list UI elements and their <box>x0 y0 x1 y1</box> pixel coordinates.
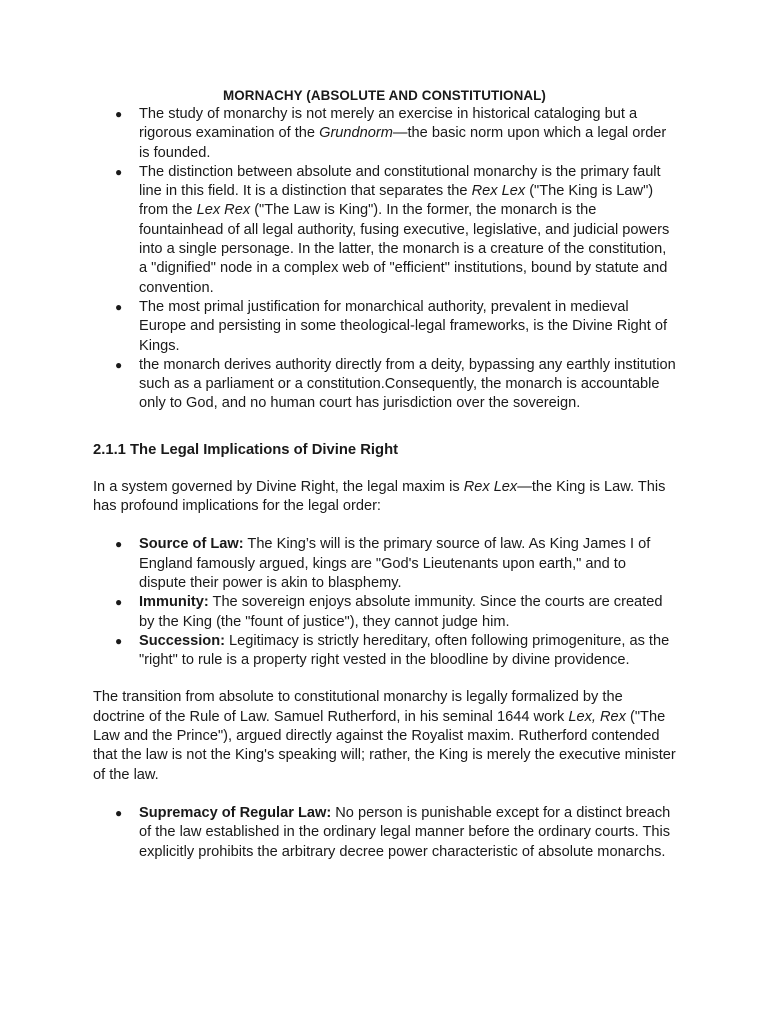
bullet-text: No person is punishable except for a distinct breach of the law established in the ordinary legal manner before the ordinary courts. This explicitly prohibits the arbitrary decree power characteristic of absolute monarchs. <box>139 804 671 860</box>
paragraph-italic-term: Lex, Rex <box>568 708 626 725</box>
section-heading: 2.1.1 The Legal Implications of Divine Right <box>93 441 399 458</box>
bullet-icon: ● <box>115 633 123 648</box>
bullet-text: the monarch derives authority directly from a deity, bypassing any earthly institution such as a parliament or a constitution.Consequently, the monarch is accountable only to God, and no human court has jurisdiction over the sovereign. <box>139 356 676 412</box>
bullet-label: Supremacy of Regular Law: <box>139 804 332 821</box>
bullet-text: Legitimacy is strictly hereditary, often following primogeniture, as the "right" to rule is a property right vested in the bloodline by divine providence. <box>139 632 670 669</box>
bullet-text: The most primal justification for monarchical authority, prevalent in medieval Europe and persisting in some theological-legal frameworks, is the Divine Right of Kings. <box>139 298 668 354</box>
list-item <box>115 163 676 298</box>
list-item <box>115 804 676 862</box>
spacer <box>93 516 676 535</box>
paragraph-italic-term: Rex Lex <box>463 478 518 495</box>
bullet-text: ("The Law is King"). In the former, the monarch is the fountainhead of all legal authority, fusing executive, legislative, and judicial powers into a single personage. In the latter, the monarch is a creature of the constitution, a "dignified" node in a complex web of "efficient" institutions, bound by statute and convention. <box>139 202 670 296</box>
bullet-text: The study of monarchy is not merely an exercise in historical cataloging but a rigorous examination of the <box>139 106 638 142</box>
bullet-icon: ● <box>115 805 123 820</box>
rule-of-law-list <box>93 804 676 862</box>
bullet-icon: ● <box>115 164 123 179</box>
paragraph-text: —the King is Law. This has profound implications for the legal order: <box>93 478 666 515</box>
intro-bullet-list <box>93 105 676 414</box>
bullet-text: —the basic norm upon which a legal order is founded. <box>139 125 667 161</box>
list-item <box>115 298 676 356</box>
bullet-icon: ● <box>115 595 123 610</box>
spacer <box>93 785 676 804</box>
bullet-text: The distinction between absolute and constitutional monarchy is the primary fault line in this field. It is a distinction that separates the <box>139 163 661 200</box>
paragraph-text: In a system governed by Divine Right, the legal maxim is <box>93 478 464 495</box>
bullet-icon: ● <box>115 299 123 314</box>
paragraph-rule-of-law <box>93 688 676 784</box>
document-title: MORNACHY (ABSOLUTE AND CONSTITUTIONAL) <box>223 88 546 103</box>
list-item <box>115 593 676 632</box>
bullet-icon: ● <box>115 357 123 372</box>
bullet-label: Immunity: <box>139 594 209 611</box>
list-item <box>115 105 676 163</box>
paragraph-text: ("The Law and the Prince"), argued directly against the Royalist maxim. Rutherford contended that the law is not the King's speaking will; rather, the King is merely the executive minister of the law. <box>93 708 676 783</box>
bullet-icon: ● <box>115 107 123 121</box>
list-item <box>115 356 676 414</box>
bullet-text: The King’s will is the primary source of law. As King James I of England famously argued, kings are "God's Lieutenants upon earth," and to dispute their power is akin to blasphemy. <box>139 536 651 591</box>
bullet-italic-term: Rex Lex <box>471 183 526 200</box>
bullet-icon: ● <box>115 537 123 552</box>
paragraph-text: The transition from absolute to constitutional monarchy is legally formalized by the doctrine of the Rule of Law. Samuel Rutherford, in his seminal 1644 work <box>93 689 623 725</box>
bullet-label: Source of Law: <box>139 536 244 553</box>
list-item <box>115 632 676 671</box>
bullet-italic-term: Grundnorm <box>319 125 393 142</box>
implications-list <box>93 535 676 670</box>
paragraph-rex-lex <box>93 478 676 517</box>
bullet-label: Succession: <box>139 632 225 649</box>
list-item <box>115 535 676 593</box>
bullet-text: ("The King is Law") from the <box>139 183 654 219</box>
bullet-italic-term: Lex Rex <box>196 202 251 219</box>
bullet-text: The sovereign enjoys absolute immunity. Since the courts are created by the King (the "fount of justice"), they cannot judge him. <box>139 594 663 630</box>
